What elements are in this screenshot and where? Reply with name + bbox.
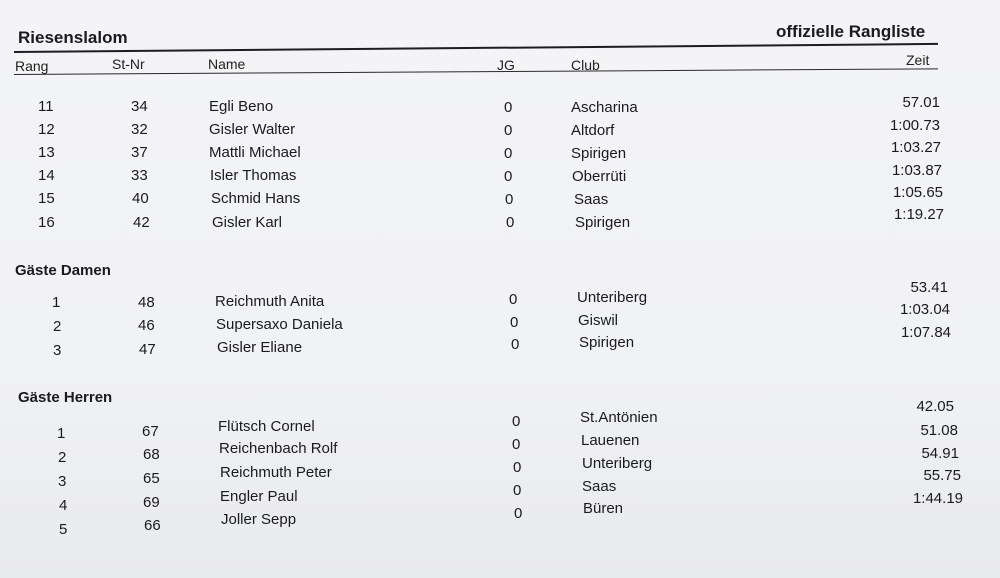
club-cell: Giswil	[578, 312, 618, 329]
name-cell: Isler Thomas	[210, 167, 297, 184]
name-cell: Schmid Hans	[211, 190, 301, 207]
name-cell: Reichenbach Rolf	[219, 440, 338, 457]
event-title: Riesenslalom	[18, 28, 128, 47]
column-header-rank: Rang	[15, 58, 49, 74]
section-heading-guests-women: Gäste Damen	[15, 262, 111, 279]
time-cell: 42.05	[916, 398, 954, 415]
name-cell: Joller Sepp	[221, 511, 297, 528]
rank-cell: 5	[59, 521, 68, 538]
year-cell: 0	[504, 99, 513, 116]
rank-cell: 15	[38, 190, 55, 207]
club-cell: Saas	[582, 478, 617, 495]
time-cell: 51.08	[920, 422, 958, 439]
year-cell: 0	[512, 413, 521, 430]
column-header-start-no: St-Nr	[112, 56, 145, 72]
time-cell: 53.41	[910, 279, 948, 296]
rank-cell: 13	[38, 144, 55, 161]
club-cell: Saas	[574, 191, 609, 208]
name-cell: Reichmuth Anita	[215, 293, 325, 310]
rank-cell: 1	[57, 425, 66, 442]
name-cell: Flütsch Cornel	[218, 418, 315, 435]
year-cell: 0	[514, 505, 523, 522]
year-cell: 0	[510, 314, 519, 331]
club-cell: Unteriberg	[582, 455, 653, 472]
name-cell: Egli Beno	[209, 98, 274, 115]
column-header-club: Club	[571, 57, 600, 73]
name-cell: Gisler Walter	[209, 121, 296, 138]
column-header-name: Name	[208, 56, 246, 72]
club-cell: Unteriberg	[577, 289, 648, 306]
year-cell: 0	[512, 436, 521, 453]
name-cell: Mattli Michael	[209, 144, 301, 161]
club-cell: St.Antönien	[580, 409, 658, 426]
start-no-cell: 69	[143, 494, 160, 511]
name-cell: Reichmuth Peter	[220, 464, 332, 481]
year-cell: 0	[505, 191, 514, 208]
time-cell: 1:03.87	[891, 162, 942, 179]
rank-cell: 2	[58, 449, 67, 466]
club-cell: Oberrüti	[572, 168, 627, 185]
rank-cell: 2	[53, 318, 62, 335]
rank-cell: 16	[38, 214, 55, 231]
year-cell: 0	[511, 336, 520, 353]
rank-cell: 1	[52, 294, 61, 311]
club-cell: Ascharina	[571, 99, 638, 116]
time-cell: 55.75	[923, 467, 961, 484]
club-cell: Spirigen	[575, 214, 631, 231]
name-cell: Engler Paul	[220, 488, 298, 505]
list-type-title: offizielle Rangliste	[776, 22, 926, 41]
rank-cell: 4	[59, 497, 68, 514]
year-cell: 0	[504, 145, 513, 162]
section-heading-guests-men: Gäste Herren	[18, 389, 113, 406]
rank-cell: 14	[38, 167, 55, 184]
start-no-cell: 34	[131, 98, 148, 115]
start-no-cell: 33	[131, 167, 148, 184]
start-no-cell: 47	[139, 341, 156, 358]
name-cell: Gisler Karl	[212, 214, 283, 231]
club-cell: Büren	[583, 500, 624, 517]
start-no-cell: 68	[143, 446, 160, 463]
rank-cell: 3	[53, 342, 62, 359]
rank-cell: 3	[58, 473, 67, 490]
year-cell: 0	[506, 214, 515, 231]
year-cell: 0	[504, 122, 513, 139]
header-bottom-rule	[14, 68, 938, 75]
start-no-cell: 42	[133, 214, 150, 231]
start-no-cell: 32	[131, 121, 148, 138]
time-cell: 1:03.04	[899, 301, 950, 318]
year-cell: 0	[513, 459, 522, 476]
rank-cell: 12	[38, 121, 55, 138]
start-no-cell: 67	[142, 423, 159, 440]
club-cell: Spirigen	[579, 334, 635, 351]
start-no-cell: 46	[138, 317, 155, 334]
time-cell: 1:07.84	[900, 324, 951, 341]
year-cell: 0	[509, 291, 518, 308]
club-cell: Altdorf	[571, 122, 615, 139]
time-cell: 1:44.19	[912, 490, 963, 507]
start-no-cell: 66	[144, 517, 161, 534]
time-cell: 1:00.73	[889, 117, 940, 134]
start-no-cell: 37	[131, 144, 148, 161]
header-top-rule	[14, 43, 938, 53]
name-cell: Gisler Eliane	[217, 339, 303, 356]
column-header-time: Zeit	[906, 52, 930, 68]
start-no-cell: 40	[132, 190, 149, 207]
time-cell: 54.91	[921, 445, 959, 462]
column-header-year: JG	[497, 57, 515, 73]
year-cell: 0	[504, 168, 513, 185]
time-cell: 57.01	[902, 94, 940, 111]
start-no-cell: 65	[143, 470, 160, 487]
time-cell: 1:05.65	[892, 184, 943, 201]
club-cell: Lauenen	[581, 432, 640, 449]
club-cell: Spirigen	[571, 145, 627, 162]
year-cell: 0	[513, 482, 522, 499]
name-cell: Supersaxo Daniela	[216, 316, 343, 333]
rank-cell: 11	[38, 98, 54, 115]
time-cell: 1:19.27	[893, 206, 944, 223]
start-no-cell: 48	[138, 294, 155, 311]
time-cell: 1:03.27	[890, 139, 941, 156]
